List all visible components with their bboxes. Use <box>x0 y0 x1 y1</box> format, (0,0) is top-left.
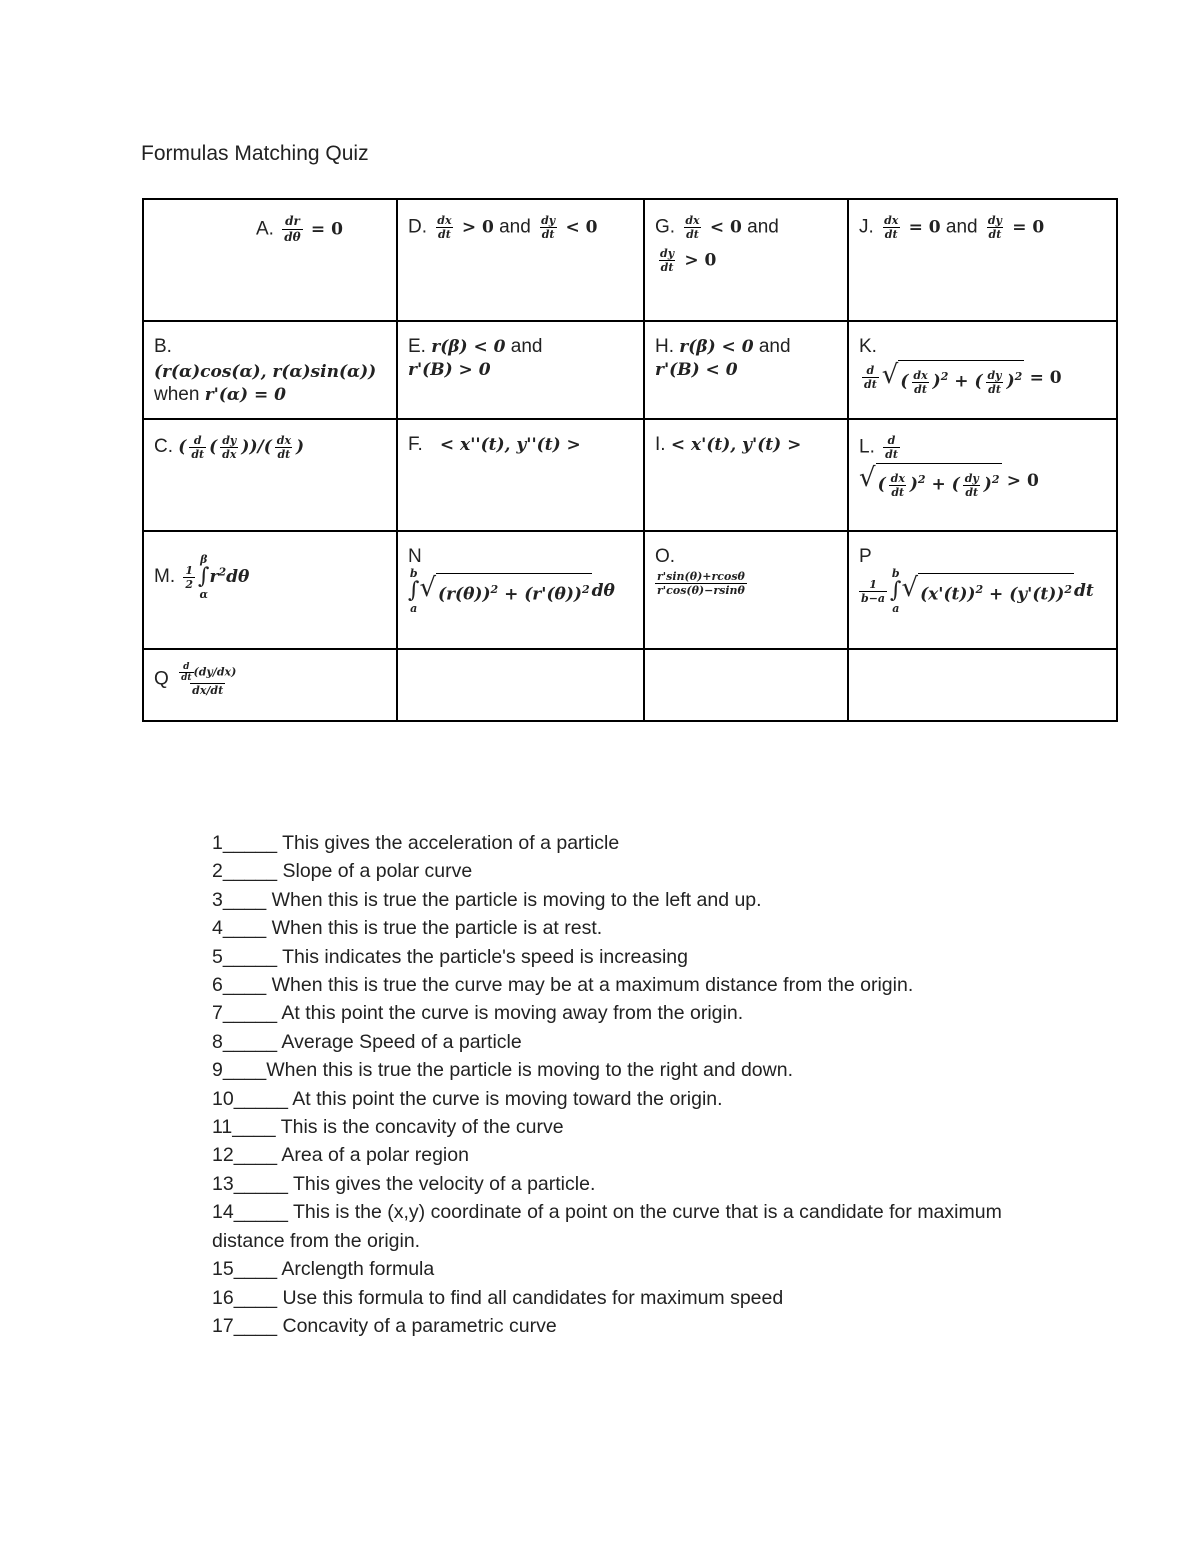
page-title: Formulas Matching Quiz <box>141 142 369 165</box>
table-row <box>143 419 1117 531</box>
cell-l: L. $\frac{d}{dt}$ √ ( $\frac{dx}{dt}$ )$^2$ + ( $\frac{dy}{dt}$ )$^2$ > 0 <box>848 419 1117 531</box>
list-item: 12____ Area of a polar region <box>212 1144 469 1167</box>
empty-cell <box>848 649 1117 721</box>
list-item: 11____ This is the concavity of the curve <box>212 1116 564 1139</box>
formula-o: $\frac{r'\sin(\theta)+rcos\theta}{r'\cos(\theta)-rsin\theta}$ <box>657 570 745 597</box>
empty-cell <box>644 649 848 721</box>
cell-c <box>143 419 397 531</box>
list-item: 16____ Use this formula to find all candidates for maximum speed <box>212 1286 784 1309</box>
list-item: 8_____ Average Speed of a particle <box>212 1030 522 1053</box>
cell-j-and: and <box>945 216 978 238</box>
cell-g-label: G. <box>655 216 676 238</box>
formula-d: $\frac{dx}{dt}$ <box>437 214 452 241</box>
list-item: 15____ Arclength formula <box>212 1258 435 1281</box>
cell-e-and: and <box>510 336 543 357</box>
cell-m-label: M. <box>154 566 176 588</box>
formula-f: < x''(t), y''(t) > <box>428 435 581 455</box>
cell-p-label: P <box>859 546 872 567</box>
cell-l-label: L. <box>859 436 875 458</box>
cell-e: E. r(β) < 0 and r'(B) > 0 <box>397 321 644 419</box>
cell-n-label: N <box>408 546 422 567</box>
cell-f-label: F. <box>408 434 423 455</box>
formula-l: √ ( $\frac{dx}{dt}$ )$^2$ + ( $\frac{dy}{dt}$ )$^2$ > 0 <box>859 463 1039 499</box>
formula-table <box>142 198 1118 722</box>
list-item: 17____ Concavity of a parametric curve <box>212 1314 557 1337</box>
cell-p <box>848 531 1117 649</box>
cell-c-label: C. <box>154 436 173 457</box>
list-item: 9____When this is true the particle is moving to the right and down. <box>212 1059 793 1082</box>
list-item: 4____ When this is true the particle is at rest. <box>212 917 603 940</box>
formula-i: < x'(t), y'(t) > <box>670 435 802 455</box>
cell-k-label: K. <box>859 336 877 357</box>
formula-b: (r(α)cos(α), r(α)sin(α)) <box>154 362 377 382</box>
formula-e: r(β) < 0 <box>431 337 506 357</box>
formula-a: $\frac{dr}{d\theta}$ <box>284 214 301 244</box>
cell-e-label: E. <box>408 336 426 357</box>
formula-p: $\frac{1}{b-a}$ b ∫ a √ $(x'(t))^2 + (y'(t))^2$ dt <box>861 567 1094 615</box>
cell-b: B. (r(α)cos(α), r(α)sin(α)) when r'(α) = 0 <box>143 321 397 419</box>
cell-q-label: Q <box>154 668 169 690</box>
list-item: 7_____ At this point the curve is moving away from the origin. <box>212 1002 744 1025</box>
formula-q: $\frac{d}{dt}$ (dy/dx) dx/dt <box>181 662 237 697</box>
cell-h-label: H. <box>655 336 674 357</box>
cell-q <box>143 649 397 721</box>
cell-n <box>397 531 644 649</box>
table-row <box>143 531 1117 649</box>
list-item: 10_____ At this point the curve is moving toward the origin. <box>212 1087 723 1110</box>
list-item: 6____ When this is true the curve may be at a maximum distance from the origin. <box>212 974 914 997</box>
cell-o <box>644 531 848 649</box>
list-item: 13_____ This gives the velocity of a particle. <box>212 1172 596 1195</box>
list-item: 5_____ This indicates the particle's speed is increasing <box>212 945 688 968</box>
cell-d-and: and <box>499 216 531 238</box>
cell-i <box>644 419 848 531</box>
list-item: 3____ When this is true the particle is moving to the left and up. <box>212 888 762 911</box>
cell-j: J. $\frac{dx}{dt}$ = 0 and $\frac{dy}{dt}$ = 0 <box>848 199 1117 321</box>
cell-j-label: J. <box>859 216 874 238</box>
formula-n: b ∫ a √ $(r(\theta))^2 + (r'(\theta))^2$ dθ <box>408 567 615 615</box>
cell-a-label: A. <box>256 218 274 240</box>
table-row <box>143 321 1117 419</box>
formula-c: ( $\frac{d}{dt}$ ( $\frac{dy}{dx}$ ))/( $\frac{dx}{dt}$ ) <box>178 434 305 461</box>
question-list <box>212 829 1012 1340</box>
cell-a: A. $\frac{dr}{d\theta}$ = 0 <box>143 199 397 321</box>
empty-cell <box>397 649 644 721</box>
cell-d: D. $\frac{dx}{dt}$ > 0 and $\frac{dy}{dt}$ < 0 <box>397 199 644 321</box>
cell-f <box>397 419 644 531</box>
cell-m <box>143 531 397 649</box>
list-item: 1_____ This gives the acceleration of a particle <box>212 832 620 854</box>
list-item: 14_____ This is the (x,y) coordinate of a point on the curve that is a candidate for maximum distance from the origin. <box>212 1201 1002 1252</box>
formula-m: $\frac{1}{2}$ β ∫ α $r^2d\theta$ <box>185 553 250 601</box>
formula-h: r(β) < 0 <box>679 337 754 357</box>
formula-g: $\frac{dx}{dt}$ <box>685 214 700 241</box>
cell-g: G. $\frac{dx}{dt}$ < 0 and $\frac{dy}{dt}$ > 0 <box>644 199 848 321</box>
cell-k <box>848 321 1117 419</box>
cell-h-and: and <box>758 336 791 357</box>
cell-o-label: O. <box>655 546 676 567</box>
list-item: 2_____ Slope of a polar curve <box>212 860 473 883</box>
cell-b-label: B. <box>154 336 172 357</box>
table-row <box>143 649 1117 721</box>
cell-g-and: and <box>747 216 779 238</box>
formula-k: $\frac{d}{dt}$ √ ( $\frac{dx}{dt}$ )$^2$ + ( $\frac{dy}{dt}$ )$^2$ = 0 <box>864 360 1062 396</box>
cell-i-label: I. <box>655 434 666 455</box>
table-row <box>143 199 1117 321</box>
cell-b-when: when <box>154 384 200 405</box>
cell-d-label: D. <box>408 216 427 238</box>
formula-j: $\frac{dx}{dt}$ <box>884 214 899 241</box>
cell-h: H. r(β) < 0 and r'(B) < 0 <box>644 321 848 419</box>
